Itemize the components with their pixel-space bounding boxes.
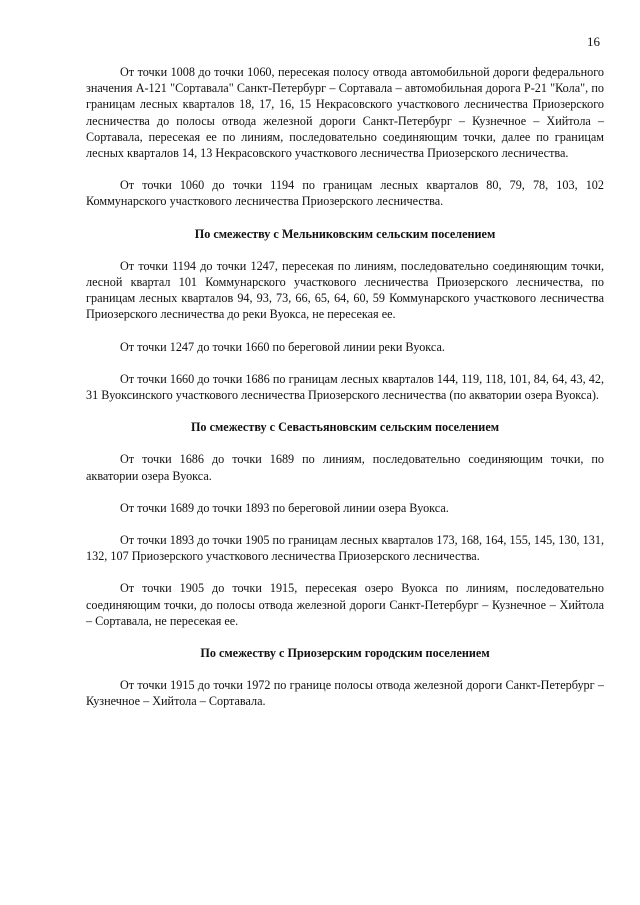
page-number: 16 <box>587 34 600 49</box>
paragraph-points-1905-1915: От точки 1905 до точки 1915, пересекая озеро Вуокса по линиям, последовательно соединяющим точки, до полосы отвода железной дороги Санкт-Петербург – Кузнечное – Хийтола – Сортавала, не пересекая ее. <box>86 581 604 628</box>
paragraph-points-1893-1905: От точки 1893 до точки 1905 по границам лесных кварталов 173, 168, 164, 155, 145, 130, 131, 132, 107 Приозерского участкового лесничества Приозерского лесничества. <box>86 533 604 564</box>
paragraph-points-1689-1893: От точки 1689 до точки 1893 по береговой линии озера Вуокса. <box>120 500 449 515</box>
section-heading-melnikovskoe: По смежеству с Мельниковским сельским поселением <box>194 226 496 241</box>
paragraph-points-1660-1686: От точки 1660 до точки 1686 по границам лесных кварталов 144, 119, 118, 101, 84, 64, 43, 42, 31 Вуоксинского участкового лесничества Приозерского лесничества (по акватории озера Вуокса). <box>86 371 604 403</box>
paragraph-points-1194-1247: От точки 1194 до точки 1247, пересекая по линиям, последовательно соединяющим точки, лесной квартал 101 Коммунарского участкового лесничества Приозерского лесничества, по границам лесных кварталов 94, 93, 73, 66, 65, 64, 60, 59 Коммунарского участкового лесничества Приозерского лесничества до реки Вуокса, не пересекая ее. <box>86 258 604 322</box>
paragraph-points-1060-1194: От точки 1060 до точки 1194 по границам лесных кварталов 80, 79, 78, 103, 102 Коммунарского участкового лесничества Приозерского лесничества. <box>86 178 604 209</box>
paragraph-points-1915-1972: От точки 1915 до точки 1972 по границе полосы отвода железной дороги Санкт-Петербург – Кузнечное – Хийтола – Сортавала. <box>86 678 604 709</box>
paragraph-points-1247-1660: От точки 1247 до точки 1660 по береговой линии реки Вуокса. <box>120 339 445 354</box>
section-heading-sevastyanovskoe: По смежеству с Севастьяновским сельским поселением <box>190 420 500 435</box>
paragraph-points-1008-1060: От точки 1008 до точки 1060, пересекая полосу отвода автомобильной дороги федерального значения А-121 "Сортавала" Санкт-Петербург – Сортавала – автомобильная дорога Р-21 "Кола", по границам лесных кварталов 18, 17, 16, 15 Некрасовского участкового лесничества Приозерского лесничества до полосы отвода железной дороги Санкт-Петербург – Кузнечное – Хийтола – Сортавала, пересекая ее по линиям, последовательно соединяющим точки, далее по границам лесных кварталов 14, 13 Некрасовского участкового лесничества Приозерского лесничества. <box>86 65 604 161</box>
section-heading-priozerskoe: По смежеству с Приозерским городским поселением <box>200 646 490 661</box>
document-body <box>86 64 604 726</box>
paragraph-points-1686-1689: От точки 1686 до точки 1689 по линиям, последовательно соединяющим точки, по акватории озера Вуокса. <box>86 452 604 483</box>
